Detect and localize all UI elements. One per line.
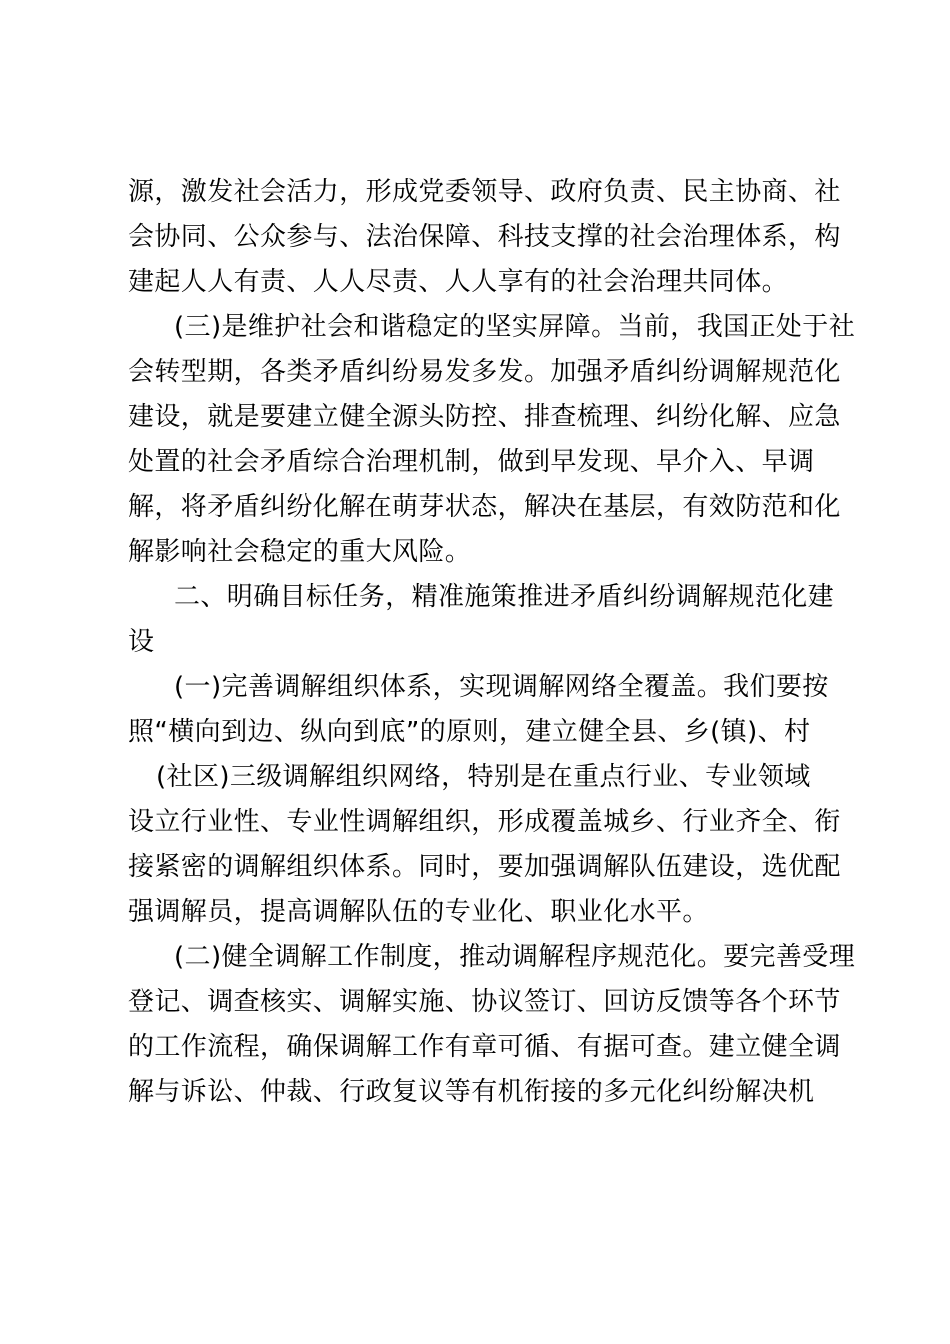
body-text-line: 会转型期，各类矛盾纠纷易发多发。加强矛盾纠纷调解规范化 bbox=[128, 357, 841, 387]
body-text-line: 解，将矛盾纠纷化解在萌芽状态，解决在基层，有效防范和化 bbox=[128, 492, 841, 522]
body-text-line: 登记、调查核实、调解实施、协议签订、回访反馈等各个环节 bbox=[128, 987, 841, 1017]
body-text-line: 建设，就是要建立健全源头防控、排查梳理、纠纷化解、应急 bbox=[128, 402, 841, 432]
body-text-line: 设立行业性、专业性调解组织，形成覆盖城乡、行业齐全、衔 bbox=[128, 807, 841, 837]
section-heading-line: 设 bbox=[128, 627, 155, 657]
body-text-line: 强调解员，提高调解队伍的专业化、职业化水平。 bbox=[128, 897, 709, 927]
body-text-line: (二)健全调解工作制度，推动调解程序规范化。要完善受理 bbox=[174, 942, 856, 972]
body-text-line: 解影响社会稳定的重大风险。 bbox=[128, 537, 472, 567]
body-text-line: (三)是维护社会和谐稳定的坚实屏障。当前，我国正处于社 bbox=[174, 312, 856, 342]
body-text-line: 源，激发社会活力，形成党委领导、政府负责、民主协商、社 bbox=[128, 177, 841, 207]
body-text-line: 建起人人有责、人人尽责、人人享有的社会治理共同体。 bbox=[128, 267, 789, 297]
body-text-line: (一)完善调解组织体系，实现调解网络全覆盖。我们要按 bbox=[174, 672, 829, 702]
body-text-line: 接紧密的调解组织体系。同时，要加强调解队伍建设，选优配 bbox=[128, 852, 841, 882]
body-text-line: (社区)三级调解组织网络，特别是在重点行业、专业领域 bbox=[156, 762, 811, 792]
body-text-line: 会协同、公众参与、法治保障、科技支撑的社会治理体系，构 bbox=[128, 222, 841, 252]
body-text-line: 的工作流程，确保调解工作有章可循、有据可查。建立健全调 bbox=[128, 1032, 841, 1062]
section-heading-line: 二、明确目标任务，精准施策推进矛盾纠纷调解规范化建 bbox=[174, 582, 835, 612]
body-text-line: 解与诉讼、仲裁、行政复议等有机衔接的多元化纠纷解决机 bbox=[128, 1077, 815, 1107]
body-text-line: 照“横向到边、纵向到底”的原则，建立健全县、乡(镇)、村 bbox=[128, 717, 811, 747]
body-text-line: 处置的社会矛盾综合治理机制，做到早发现、早介入、早调 bbox=[128, 447, 815, 477]
